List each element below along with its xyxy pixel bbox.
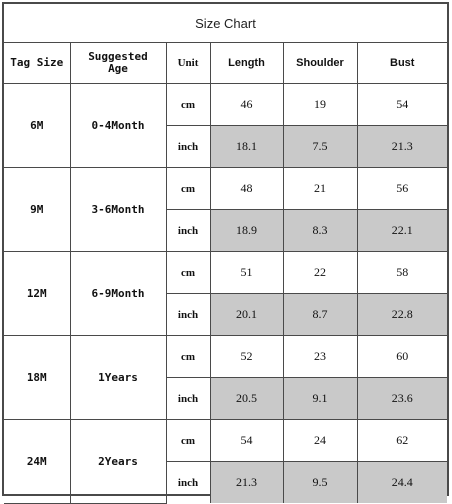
header-age-line2: Age xyxy=(108,62,128,75)
header-row xyxy=(4,43,447,84)
shoulder-cell: 9.1 xyxy=(283,378,357,420)
unit-cell: cm xyxy=(166,84,210,126)
unit-cell: inch xyxy=(166,462,210,504)
shoulder-cell: 9.5 xyxy=(283,462,357,504)
bust-cell: 54 xyxy=(357,84,447,126)
length-cell: 18.9 xyxy=(210,210,283,252)
shoulder-cell: 19 xyxy=(283,84,357,126)
unit-cell: cm xyxy=(166,420,210,462)
length-cell: 18.1 xyxy=(210,126,283,168)
unit-cell: inch xyxy=(166,294,210,336)
suggested-age-cell: 1Years xyxy=(70,336,166,420)
unit-cell: cm xyxy=(166,168,210,210)
suggested-age-cell: 6-9Month xyxy=(70,252,166,336)
tag-size-cell: 18M xyxy=(4,336,70,420)
header-bust: Bust xyxy=(357,43,447,84)
shoulder-cell: 21 xyxy=(283,168,357,210)
size-chart xyxy=(2,2,449,496)
bust-cell: 62 xyxy=(357,420,447,462)
header-suggested-age xyxy=(70,43,166,84)
shoulder-cell: 7.5 xyxy=(283,126,357,168)
bust-cell: 22.8 xyxy=(357,294,447,336)
bust-cell: 23.6 xyxy=(357,378,447,420)
shoulder-cell: 8.7 xyxy=(283,294,357,336)
unit-cell: inch xyxy=(166,210,210,252)
table-row-cm xyxy=(4,84,447,126)
shoulder-cell: 23 xyxy=(283,336,357,378)
length-cell: 20.5 xyxy=(210,378,283,420)
header-length: Length xyxy=(210,43,283,84)
unit-cell: cm xyxy=(166,336,210,378)
table-row-cm xyxy=(4,168,447,210)
suggested-age-cell: 0-4Month xyxy=(70,84,166,168)
unit-cell: inch xyxy=(166,126,210,168)
tag-size-cell: 12M xyxy=(4,252,70,336)
length-cell: 51 xyxy=(210,252,283,294)
length-cell: 54 xyxy=(210,420,283,462)
chart-title: Size Chart xyxy=(4,4,447,43)
header-tag-size: Tag Size xyxy=(4,43,70,84)
tag-size-cell: 9M xyxy=(4,168,70,252)
header-shoulder: Shoulder xyxy=(283,43,357,84)
table-row-cm xyxy=(4,420,447,462)
shoulder-cell: 22 xyxy=(283,252,357,294)
length-cell: 21.3 xyxy=(210,462,283,504)
bust-cell: 21.3 xyxy=(357,126,447,168)
bust-cell: 24.4 xyxy=(357,462,447,504)
header-unit: Unit xyxy=(166,43,210,84)
bust-cell: 56 xyxy=(357,168,447,210)
shoulder-cell: 24 xyxy=(283,420,357,462)
size-table-body xyxy=(4,84,447,504)
suggested-age-cell: 2Years xyxy=(70,420,166,504)
unit-cell: inch xyxy=(166,378,210,420)
header-age-line1: Suggested xyxy=(88,50,148,63)
tag-size-cell: 6M xyxy=(4,84,70,168)
length-cell: 52 xyxy=(210,336,283,378)
size-table xyxy=(4,43,447,504)
length-cell: 48 xyxy=(210,168,283,210)
table-row-cm xyxy=(4,336,447,378)
bust-cell: 60 xyxy=(357,336,447,378)
unit-cell: cm xyxy=(166,252,210,294)
length-cell: 20.1 xyxy=(210,294,283,336)
length-cell: 46 xyxy=(210,84,283,126)
suggested-age-cell: 3-6Month xyxy=(70,168,166,252)
table-row-cm xyxy=(4,252,447,294)
bust-cell: 22.1 xyxy=(357,210,447,252)
bust-cell: 58 xyxy=(357,252,447,294)
shoulder-cell: 8.3 xyxy=(283,210,357,252)
tag-size-cell: 24M xyxy=(4,420,70,504)
